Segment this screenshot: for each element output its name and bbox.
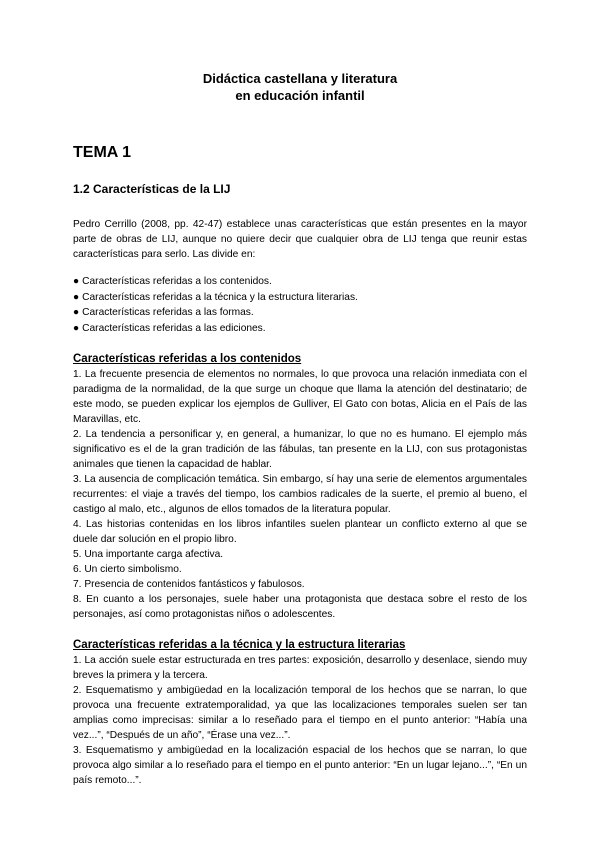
paragraph-item: 7. Presencia de contenidos fantásticos y fabulosos.	[73, 579, 305, 590]
section-contenidos-items	[73, 367, 527, 622]
list-item: ● Características referidas a la técnica y la estructura literarias.	[73, 291, 358, 303]
bullet-icon: ●	[73, 276, 80, 287]
paragraph-item: 2. Esquematismo y ambigüedad en la localización temporal de los hechos que se narran, lo que provoca una frecuente extratemporalidad, ya que las localizaciones temporales suelen ser tan amplias como imprecisas: similar a lo reseñado para el tiempo en el punto anterior: “Había una vez...”, “Después de un año”, “Érase una vez...”.	[73, 685, 527, 741]
paragraph-item: 8. En cuanto a los personajes, suele haber una protagonista que destaca sobre el resto de los personajes, así como protagonistas niños o adolescentes.	[73, 594, 527, 620]
bullet-icon: ●	[73, 322, 80, 334]
bullet-icon: ●	[73, 307, 80, 318]
document-page	[73, 70, 527, 788]
paragraph-item: 3. La ausencia de complicación temática. Sin embargo, sí hay una serie de elementos argumentales recurrentes: el viaje a través del tiempo, los cambios radicales de la suerte, el premio al bueno, el castigo al malo, etc., algunos de ellos tomados de la literatura popular.	[73, 474, 527, 515]
section-tecnica-items	[73, 653, 527, 788]
list-item: ● Características referidas a los contenidos.	[73, 276, 272, 287]
paragraph-item: 5. Una importante carga afectiva.	[73, 549, 224, 560]
paragraph-item: 2. La tendencia a personificar y, en general, a humanizar, lo que no es humano. El ejemplo más significativo es el de la gran tradición de las fábulas, tan presente en la LIJ, con sus protagonistas animales que tienen la capacidad de hablar.	[73, 429, 527, 470]
title-line-1: Didáctica castellana y literatura	[202, 71, 398, 86]
section-contenidos-heading: Características referidas a los contenidos	[73, 353, 302, 365]
tema-heading: TEMA 1	[73, 144, 132, 161]
list-item: ● Características referidas a las ediciones.	[73, 322, 266, 334]
document-title	[73, 70, 527, 104]
paragraph-item: 1. La frecuente presencia de elementos no normales, lo que provoca una relación inmediata con el paradigma de la normalidad, de la que surge un choque que llama la atención del destinatario; de este modo, se pueden explicar los ejemplos de Gulliver, El Gato con botas, Alicia en el País de las Maravillas, etc.	[73, 369, 527, 425]
paragraph-item: 1. La acción suele estar estructurada en tres partes: exposición, desarrollo y desenlace, siendo muy breves la primera y la tercera.	[73, 655, 527, 681]
title-line-2: en educación infantil	[235, 88, 365, 103]
paragraph-item: 3. Esquematismo y ambigüedad en la localización espacial de los hechos que se narran, lo que provoca algo similar a lo reseñado para el tiempo en el punto anterior: “En un lugar lejano...”, “En un país remoto...”.	[73, 745, 527, 786]
paragraph-item: 4. Las historias contenidas en los libros infantiles suelen plantear un conflicto externo al que se duele dar solución en el propio libro.	[73, 519, 527, 545]
subsection-heading: 1.2 Características de la LIJ	[73, 182, 231, 196]
bullet-icon: ●	[73, 291, 80, 303]
section-tecnica-heading: Características referidas a la técnica y la estructura literarias	[73, 639, 406, 651]
paragraph-item: 6. Un cierto simbolismo.	[73, 564, 182, 575]
list-item: ● Características referidas a las formas.	[73, 307, 254, 318]
category-list	[73, 274, 527, 336]
intro-paragraph: Pedro Cerrillo (2008, pp. 42-47) establece unas características que están presentes en la mayor parte de obras de LIJ, aunque no quiere decir que cualquier obra de LIJ tenga que reunir estas características para serlo. Las divide en:	[73, 219, 527, 260]
